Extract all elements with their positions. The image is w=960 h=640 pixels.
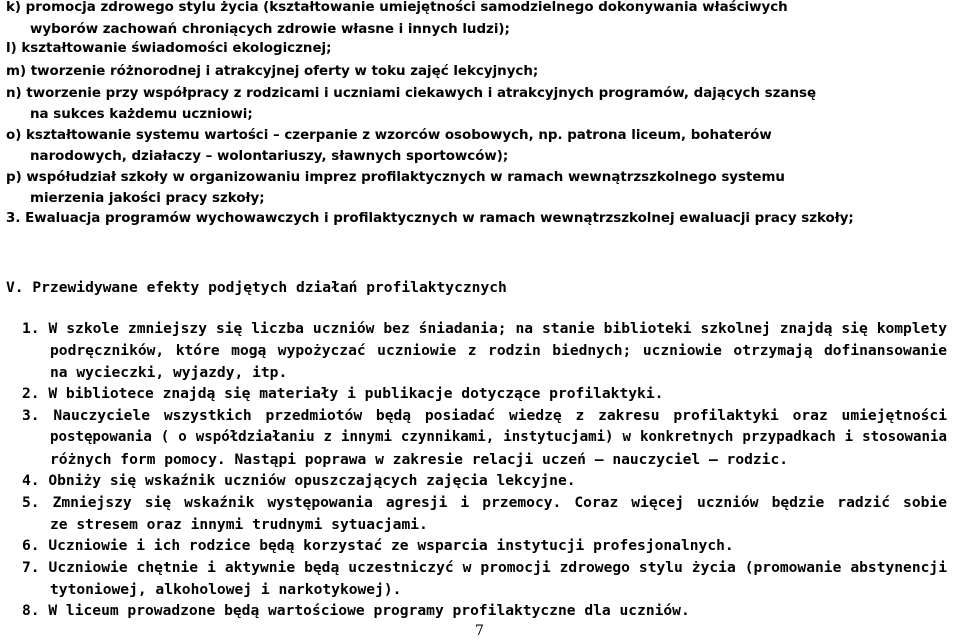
list-item-p-line2: mierzenia jakości pracy szkoły;: [30, 191, 265, 206]
list-item-o-line1: o) kształtowanie systemu wartości – czerpanie z wzorców osobowych, np. patrona liceum, bohaterów: [6, 128, 772, 143]
effect-3-line1: 3. Nauczyciele wszystkich przedmiotów będą posiadać wiedzę z zakresu profilaktyki oraz umiejętności: [22, 407, 947, 424]
list-item-n-line1: n) tworzenie przy współpracy z rodzicami i uczniami ciekawych i atrakcyjnych programów, dających szansę: [6, 86, 817, 101]
list-item-o-line2: narodowych, działaczy – wolontariuszy, sławnych sportowców);: [30, 149, 509, 164]
page-number: 7: [475, 623, 484, 639]
list-item-l: l) kształtowanie świadomości ekologicznej;: [6, 41, 332, 56]
list-item-m: m) tworzenie różnorodnej i atrakcyjnej oferty w toku zajęć lekcyjnych;: [6, 64, 539, 79]
effect-2: 2. W bibliotece znajdą się materiały i publikacje dotyczące profilaktyki.: [22, 385, 664, 402]
section-v-heading: V. Przewidywane efekty podjętych działań profilaktycznych: [6, 279, 507, 296]
effect-1-line3: na wycieczki, wyjazdy, itp.: [50, 364, 288, 381]
effect-1-line2: podręczników, które mogą wypożyczać uczniowie z rodzin biednych; uczniowie otrzymają dofinansowanie: [50, 342, 947, 359]
list-item-k-line1: k) promocja zdrowego stylu życia (kształtowanie umiejętności samodzielnego dokonywania właściwych: [6, 0, 788, 15]
effect-6: 6. Uczniowie i ich rodzice będą korzystać ze wsparcia instytucji profesjonalnych.: [22, 537, 734, 554]
effect-4: 4. Obniży się wskaźnik uczniów opuszczających zajęcia lekcyjne.: [22, 472, 576, 489]
list-item-n-line2: na sukces każdemu uczniowi;: [30, 107, 253, 122]
effect-5-line2: ze stresem oraz innymi trudnymi sytuacjami.: [50, 516, 428, 533]
effect-7-line2: tytoniowej, alkoholowej i narkotykowej).: [50, 581, 402, 598]
list-item-p-line1: p) współudział szkoły w organizowaniu imprez profilaktycznych w ramach wewnątrzszkolnego systemu: [6, 170, 785, 185]
effect-3-line3: różnych form pomocy. Nastąpi poprawa w zakresie relacji uczeń – nauczyciel – rodzic.: [50, 451, 789, 468]
effect-3-line2: postępowania ( o współdziałaniu z innymi czynnikami, instytucjami) w konkretnych przypadkach i stosowania: [50, 429, 947, 445]
effect-1-line1: 1. W szkole zmniejszy się liczba uczniów bez śniadania; na stanie biblioteki szkolnej znajdą się komplety: [22, 320, 947, 337]
effect-7-line1: 7. Uczniowie chętnie i aktywnie będą uczestniczyć w promocji zdrowego stylu życia (promowanie abstynencji: [22, 559, 947, 576]
effect-5-line1: 5. Zmniejszy się wskaźnik występowania agresji i przemocy. Coraz więcej uczniów będzie radzić sobie: [22, 494, 947, 511]
list-item-k-line2: wyborów zachowań chroniących zdrowie własne i innych ludzi);: [30, 22, 510, 37]
effect-8: 8. W liceum prowadzone będą wartościowe programy profilaktyczne dla uczniów.: [22, 602, 690, 619]
list-item-3-evaluation: 3. Ewaluacja programów wychowawczych i profilaktycznych w ramach wewnątrzszkolnej ewaluacji pracy szkoły;: [6, 211, 854, 226]
